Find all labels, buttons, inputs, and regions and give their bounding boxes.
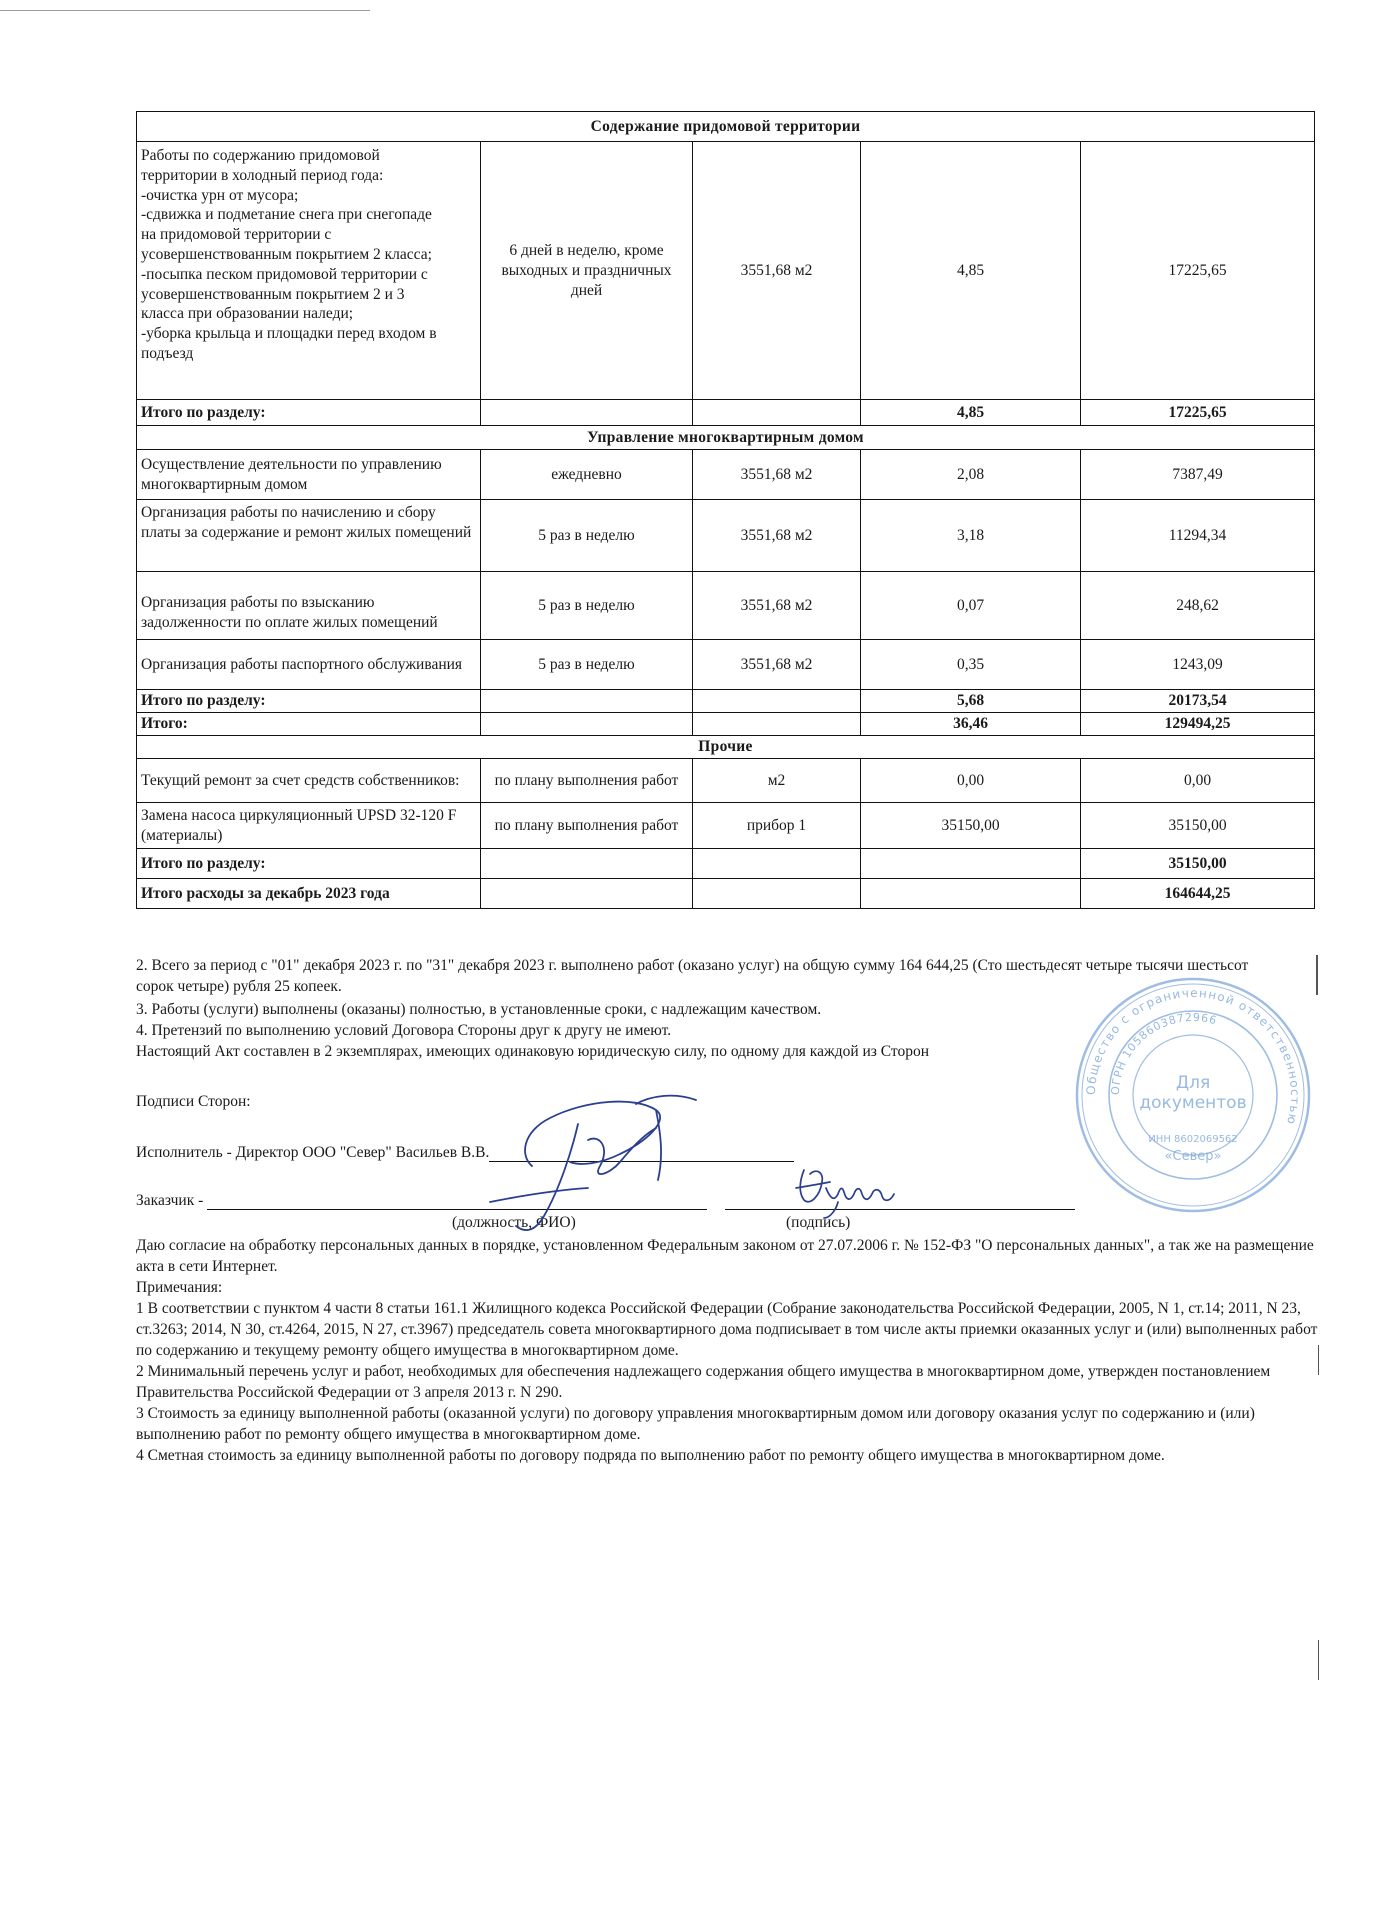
rate-cell: 4,85 (861, 142, 1081, 400)
grand-total-row (137, 713, 1315, 736)
periodicity-cell: 5 раз в неделю (481, 500, 693, 572)
service-name (137, 142, 481, 400)
service-name-line: усовершенствованным покрытием 2 класса; (141, 245, 432, 263)
table-row (137, 572, 1315, 640)
section-title: Управление многоквартирным домом (137, 426, 1315, 450)
seal-ogrn-text: ОГРН 1058603872966 (1108, 1010, 1219, 1096)
empty-cell (861, 879, 1081, 909)
area-cell: 3551,68 м2 (693, 142, 861, 400)
service-name-line: на придомовой территории с (141, 226, 332, 244)
service-name-line: -уборка крыльца и площадки перед входом в (141, 325, 437, 343)
empty-cell (693, 849, 861, 879)
service-name: Осуществление деятельности по управлению многоквартирным домом (137, 450, 481, 500)
signatures-heading: Подписи Сторон: (136, 1093, 251, 1110)
seal-inn-text: ИНН 8602069562 (1148, 1134, 1238, 1145)
total-rate: 5,68 (861, 690, 1081, 713)
paragraph: 3. Работы (услуги) выполнены (оказаны) полностью, в установленные сроки, с надлежащим качеством. (136, 1001, 822, 1018)
consent-text: Даю согласие на обработку персональных данных в порядке, установленном Федеральным законом от 27.07.2006 г. № 152-ФЗ "О персональных данных", а так же на размещение акта в сети Интернет. (136, 1237, 1314, 1275)
area-cell: 3551,68 м2 (693, 572, 861, 640)
paragraph: Настоящий Акт составлен в 2 экземплярах, имеющих одинаковую юридическую силу, по одному для каждой из Сторон (136, 1043, 930, 1060)
rate-cell: 2,08 (861, 450, 1081, 500)
total-sum: 17225,65 (1081, 400, 1315, 426)
total-rate: 4,85 (861, 400, 1081, 426)
total-label: Итого по разделу: (137, 849, 481, 879)
periodicity-cell: ежедневно (481, 450, 693, 500)
service-name: Замена насоса циркуляционный UPSD 32-120 F (материалы) (137, 803, 481, 849)
total-sum: 35150,00 (1081, 849, 1315, 879)
periodicity-cell: 5 раз в неделю (481, 572, 693, 640)
seal-ring-text: Общество с ограниченной ответственностью (1083, 985, 1303, 1127)
seal-org-name: «Север» (1164, 1149, 1222, 1164)
note-item: 2 Минимальный перечень услуг и работ, необходимых для обеспечения надлежащего содержания общего имущества в многоквартирном доме, утвержден постановлением Правительства Российской Федерации от 3 апреля 2013 г. N 290. (136, 1363, 1271, 1401)
empty-cell (481, 849, 693, 879)
table-row (137, 803, 1315, 849)
section-title: Содержание придомовой территории (137, 112, 1315, 142)
executor-label: Исполнитель - Директор ООО "Север" Васильев В.В. (136, 1144, 490, 1161)
company-seal (1068, 970, 1318, 1220)
area-cell: 3551,68 м2 (693, 500, 861, 572)
seal-center-text: документов (1139, 1093, 1247, 1113)
note-item: 4 Сметная стоимость за единицу выполненной работы по договору подряда по выполнению работ по ремонту общего имущества в многоквартирном доме. (136, 1447, 1165, 1464)
notes-block (136, 1235, 1326, 1466)
section-total-row (137, 400, 1315, 426)
services-table (136, 111, 1315, 909)
rate-cell: 0,07 (861, 572, 1081, 640)
rate-cell: 3,18 (861, 500, 1081, 572)
section-title: Прочие (137, 736, 1315, 759)
rate-cell: 0,00 (861, 759, 1081, 803)
position-caption: (должность, ФИО) (452, 1214, 576, 1231)
total-sum: 129494,25 (1081, 713, 1315, 736)
paragraph: 2. Всего за период с "01" декабря 2023 г. по "31" декабря 2023 г. выполнено работ (оказано услуг) на общую сумму 164 644,25 (Сто шестьдесят четыре тысячи шестьсот сорок четыре) рубля 25 копеек. (136, 957, 1249, 995)
month-total-row (137, 879, 1315, 909)
scan-edge-line (0, 10, 370, 11)
service-name-line: класса при образовании наледи; (141, 305, 354, 323)
service-name-line: Работы по содержанию придомовой (141, 147, 380, 164)
notes-title: Примечания: (136, 1279, 223, 1296)
empty-cell (693, 690, 861, 713)
empty-cell (481, 690, 693, 713)
empty-cell (481, 713, 693, 736)
seal-center-text: Для (1175, 1073, 1211, 1093)
customer-label: Заказчик - (136, 1192, 204, 1209)
service-name: Текущий ремонт за счет средств собственников: (137, 759, 481, 803)
sum-cell: 11294,34 (1081, 500, 1315, 572)
signature-caption: (подпись) (786, 1214, 851, 1231)
scan-edge-mark (1318, 1640, 1319, 1680)
table-row (137, 450, 1315, 500)
service-name: Организация работы паспортного обслуживания (137, 640, 481, 690)
service-name-line: -очистка урн от мусора; (141, 186, 299, 204)
total-sum: 20173,54 (1081, 690, 1315, 713)
sum-cell: 1243,09 (1081, 640, 1315, 690)
empty-cell (693, 713, 861, 736)
section-total-row (137, 690, 1315, 713)
area-cell: 3551,68 м2 (693, 640, 861, 690)
periodicity-cell: 5 раз в неделю (481, 640, 693, 690)
sum-cell: 17225,65 (1081, 142, 1315, 400)
area-cell: прибор 1 (693, 803, 861, 849)
executor-signature (460, 1070, 740, 1240)
paragraph: 4. Претензий по выполнению условий Договора Стороны друг к другу не имеют. (136, 1022, 672, 1039)
table-row (137, 500, 1315, 572)
empty-cell (693, 400, 861, 426)
customer-signature (790, 1158, 910, 1228)
empty-cell (481, 400, 693, 426)
service-name: Организация работы по взысканию задолженности по оплате жилых помещений (137, 572, 481, 640)
rate-cell: 0,35 (861, 640, 1081, 690)
area-cell: м2 (693, 759, 861, 803)
service-name-line: территории в холодный период года: (141, 166, 384, 184)
periodicity-cell: по плану выполнения работ (481, 803, 693, 849)
sum-cell: 0,00 (1081, 759, 1315, 803)
table-row (137, 142, 1315, 400)
note-item: 3 Стоимость за единицу выполненной работы (оказанной услуги) по договору управления многоквартирным домом или договору оказания услуг по содержанию и (или) выполнению работ по ремонту общего имущества в многоквартирном доме. (136, 1405, 1255, 1443)
service-name-line: усовершенствованным покрытием 2 и 3 (141, 285, 405, 303)
periodicity-cell: 6 дней в неделю, кроме выходных и праздничных дней (481, 142, 693, 400)
section-header-row (137, 112, 1315, 142)
area-cell: 3551,68 м2 (693, 450, 861, 500)
section-total-row (137, 849, 1315, 879)
sum-cell: 248,62 (1081, 572, 1315, 640)
total-label: Итого по разделу: (137, 400, 481, 426)
table-row (137, 759, 1315, 803)
empty-cell (861, 849, 1081, 879)
empty-cell (693, 879, 861, 909)
empty-cell (481, 879, 693, 909)
total-label: Итого: (137, 713, 481, 736)
total-label: Итого по разделу: (137, 690, 481, 713)
total-label: Итого расходы за декабрь 2023 года (137, 879, 481, 909)
service-name-line: -посыпка песком придомовой территории с (141, 265, 428, 283)
total-rate: 36,46 (861, 713, 1081, 736)
sum-cell: 7387,49 (1081, 450, 1315, 500)
rate-cell: 35150,00 (861, 803, 1081, 849)
note-item: 1 В соответствии с пунктом 4 части 8 статьи 161.1 Жилищного кодекса Российской Федерации (Собрание законодательства Российской Федерации, 2005, N 1, ст.14; 2011, N 23, ст.3263; 2014, N 30, ст.4264, 2015, N 27, ст.3967) председатель совета многоквартирного дома подписывает в том числе акты приемки оказанных услуг и (или) выполненных работ по содержанию и текущему ремонту общего имущества в многоквартирном доме. (136, 1300, 1318, 1359)
service-name: Организация работы по начислению и сбору платы за содержание и ремонт жилых помещений (137, 500, 481, 572)
service-name-line: -сдвижка и подметание снега при снегопаде (141, 206, 432, 224)
table-row (137, 640, 1315, 690)
section-header-row (137, 426, 1315, 450)
sum-cell: 35150,00 (1081, 803, 1315, 849)
section-header-row (137, 736, 1315, 759)
periodicity-cell: по плану выполнения работ (481, 759, 693, 803)
service-name-line: подъезд (141, 344, 194, 362)
total-sum: 164644,25 (1081, 879, 1315, 909)
